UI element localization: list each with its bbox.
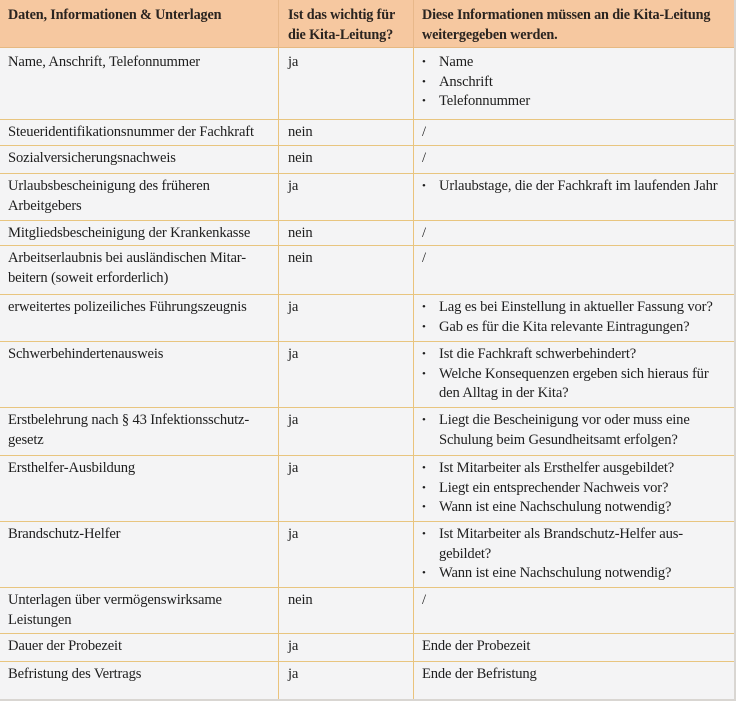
importance-cell: ja: [278, 662, 413, 699]
info-bullet-item: • Liegt ein entsprechender Nachweis vor?: [422, 479, 726, 499]
info-bullet-list: [422, 525, 726, 584]
table-row: [0, 246, 734, 295]
importance-cell: ja: [278, 48, 413, 119]
info-cell: Ende der Probezeit: [413, 634, 734, 661]
table-row: [0, 221, 734, 246]
importance-cell: ja: [278, 522, 413, 587]
table-row: [0, 522, 734, 588]
importance-cell: nein: [278, 120, 413, 145]
info-bullet-list: [422, 298, 726, 337]
importance-cell: ja: [278, 342, 413, 407]
info-cell: [413, 342, 734, 407]
info-bullet-list: [422, 459, 726, 518]
info-bullet-item: • Wann ist eine Nachschulung notwendig?: [422, 498, 726, 518]
document-name-cell: Mitgliedsbescheinigung der Krankenkasse: [8, 225, 251, 241]
table-row: [0, 408, 734, 456]
info-cell: /: [413, 120, 734, 145]
info-bullet-list: [422, 177, 726, 197]
document-name-cell: Steueridentifikationsnummer der Fachkraft: [8, 124, 254, 140]
document-name-cell: Ersthelfer-Ausbildung: [8, 460, 136, 476]
table-row: [0, 588, 734, 634]
importance-cell: nein: [278, 146, 413, 173]
importance-cell: nein: [278, 588, 413, 633]
importance-cell: nein: [278, 221, 413, 245]
document-name-cell: Befristung des Vertrags: [8, 666, 142, 682]
document-name-cell: Arbeitserlaubnis bei ausländischen Mitar-beitern (soweit erforderlich): [8, 250, 246, 286]
document-name-cell: erweitertes polizeiliches Führungszeugnis: [8, 299, 247, 315]
info-bullet-item: • Ist Mitarbeiter als Ersthelfer ausgebildet?: [422, 459, 726, 479]
table-row: [0, 48, 734, 120]
info-bullet-list: [422, 411, 726, 450]
importance-cell: ja: [278, 174, 413, 220]
info-bullet-item: • Ist Mitarbeiter als Brandschutz-Helfer aus-gebildet?: [422, 525, 726, 564]
document-name-cell: Erstbelehrung nach § 43 Infektionsschutz-gesetz: [8, 412, 250, 448]
info-cell: [413, 174, 734, 220]
table-row: [0, 295, 734, 342]
table-row: [0, 120, 734, 146]
column-header-info-to-pass: Diese Informationen müssen an die Kita-Leitung weitergegeben werden.: [413, 0, 734, 47]
info-bullet-item: • Gab es für die Kita relevante Eintragungen?: [422, 318, 726, 338]
document-name-cell: Name, Anschrift, Telefonnummer: [8, 54, 200, 70]
column-header-importance: Ist das wichtig für die Kita-Leitung?: [278, 0, 413, 47]
document-name-cell: Urlaubsbescheinigung des früheren Arbeitgebers: [8, 178, 210, 214]
importance-cell: nein: [278, 246, 413, 294]
table-row: [0, 456, 734, 522]
info-cell: [413, 48, 734, 119]
info-cell: /: [413, 588, 734, 633]
info-cell: Ende der Befristung: [413, 662, 734, 699]
info-bullet-item: • Lag es bei Einstellung in aktueller Fassung vor?: [422, 298, 726, 318]
table-header-row: [0, 0, 734, 48]
info-bullet-item: • Name: [422, 53, 726, 73]
importance-cell: ja: [278, 295, 413, 341]
info-bullet-item: • Urlaubstage, die der Fachkraft im laufenden Jahr: [422, 177, 726, 197]
info-bullet-item: • Anschrift: [422, 73, 726, 93]
table-row: [0, 662, 734, 699]
info-bullet-item: • Wann ist eine Nachschulung notwendig?: [422, 564, 726, 584]
info-bullet-item: • Telefonnummer: [422, 92, 726, 112]
document-name-cell: Brandschutz-Helfer: [8, 526, 121, 542]
document-name-cell: Schwerbehindertenausweis: [8, 346, 164, 362]
info-cell: [413, 408, 734, 455]
importance-cell: ja: [278, 456, 413, 521]
info-bullet-item: • Liegt die Bescheinigung vor oder muss eine Schulung beim Gesundheitsamt erfolgen?: [422, 411, 726, 450]
document-name-cell: Sozialversicherungsnachweis: [8, 150, 176, 166]
info-cell: [413, 522, 734, 587]
document-name-cell: Dauer der Probezeit: [8, 638, 122, 654]
info-bullet-item: • Ist die Fachkraft schwerbehindert?: [422, 345, 726, 365]
importance-cell: ja: [278, 408, 413, 455]
info-cell: [413, 295, 734, 341]
info-cell: [413, 456, 734, 521]
table-row: [0, 342, 734, 408]
info-bullet-item: • Welche Konsequenzen ergeben sich hieraus für den Alltag in der Kita?: [422, 365, 726, 404]
document-name-cell: Unterlagen über vermögenswirksame Leistungen: [8, 592, 222, 628]
info-bullet-list: [422, 53, 726, 112]
table-row: [0, 634, 734, 662]
info-cell: /: [413, 221, 734, 245]
table-row: [0, 146, 734, 174]
column-header-documents: Daten, Informationen & Unterlagen: [8, 7, 222, 23]
table-row: [0, 174, 734, 221]
info-cell: /: [413, 246, 734, 294]
info-cell: /: [413, 146, 734, 173]
info-bullet-list: [422, 345, 726, 404]
importance-cell: ja: [278, 634, 413, 661]
